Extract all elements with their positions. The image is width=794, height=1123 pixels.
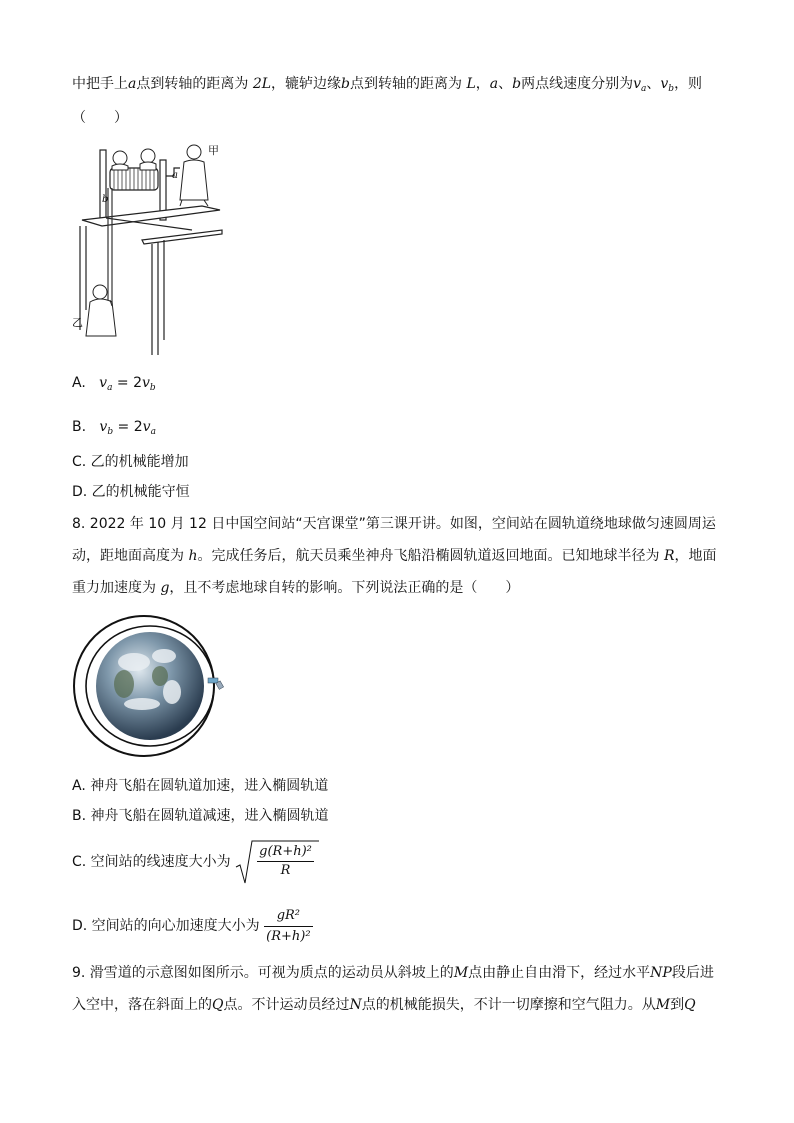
label-a: a <box>172 170 178 181</box>
q7-answer-paren: （ ） <box>72 110 128 126</box>
q8-option-b[interactable]: B. 神舟飞船在圆轨道减速，进入椭圆轨道 <box>72 808 329 824</box>
earth-icon <box>96 632 204 740</box>
fraction-expression: $\frac{\text{gR²}}{\text{(R+h)²}}$ <box>264 906 312 947</box>
q7-option-c[interactable]: C. 乙的机械能增加 <box>72 454 189 470</box>
q8-stem-line3: 重力加速度为 g，且不考虑地球自转的影响。下列说法正确的是（ ） <box>72 580 520 596</box>
q7-option-b[interactable]: B. $v_b = 2v_a$ <box>72 419 156 437</box>
label-b: b <box>102 194 109 205</box>
q7-option-d[interactable]: D. 乙的机械能守恒 <box>72 484 190 500</box>
q9-stem-line2: 入空中，落在斜面上的Q点。不计运动员经过N点的机械能损失，不计一切摩擦和空气阻力。从M到Q <box>72 997 696 1013</box>
q8-option-c[interactable]: C. 空间站的线速度大小为 $\frac{\text{g(R+h)²}}{R}$ <box>72 836 319 888</box>
q8-stem-line2: 动，距地面高度为 h。完成任务后，航天员乘坐神舟飞船沿椭圆轨道返回地面。已知地球半径为 R，地面 <box>72 548 717 564</box>
q8-option-a[interactable]: A. 神舟飞船在圆轨道加速，进入椭圆轨道 <box>72 778 329 794</box>
label-yi: 乙 <box>72 316 83 329</box>
space-station-icon <box>208 678 224 689</box>
q9-stem-line1: 9. 滑雪道的示意图如图所示。可视为质点的运动员从斜坡上的M点由静止自由滑下，经过水平NP段后进 <box>72 965 714 981</box>
windlass-figure <box>72 140 232 355</box>
sqrt-expression: $\frac{\text{g(R+h)²}}{R}$ <box>235 837 319 887</box>
q8-option-d[interactable]: D. 空间站的向心加速度大小为 $\frac{\text{gR²}}{\text{(R+h)²}}$ <box>72 900 313 952</box>
q7-intro-line: 中把手上a点到转轴的距离为 2L，辘轳边缘b点到转轴的距离为 L，a、b两点线速度分别为$v_a$、$v_b$，则 <box>72 76 703 94</box>
q8-stem-line1: 8. 2022 年 10 月 12 日中国空间站“天宫课堂”第三课开讲。如图，空间站在圆轨道绕地球做匀速圆周运 <box>72 516 716 532</box>
earth-orbit-figure <box>72 612 232 762</box>
q7-option-a[interactable]: A. $v_a = 2v_b$ <box>72 375 156 393</box>
label-jia: 甲 <box>208 144 219 157</box>
